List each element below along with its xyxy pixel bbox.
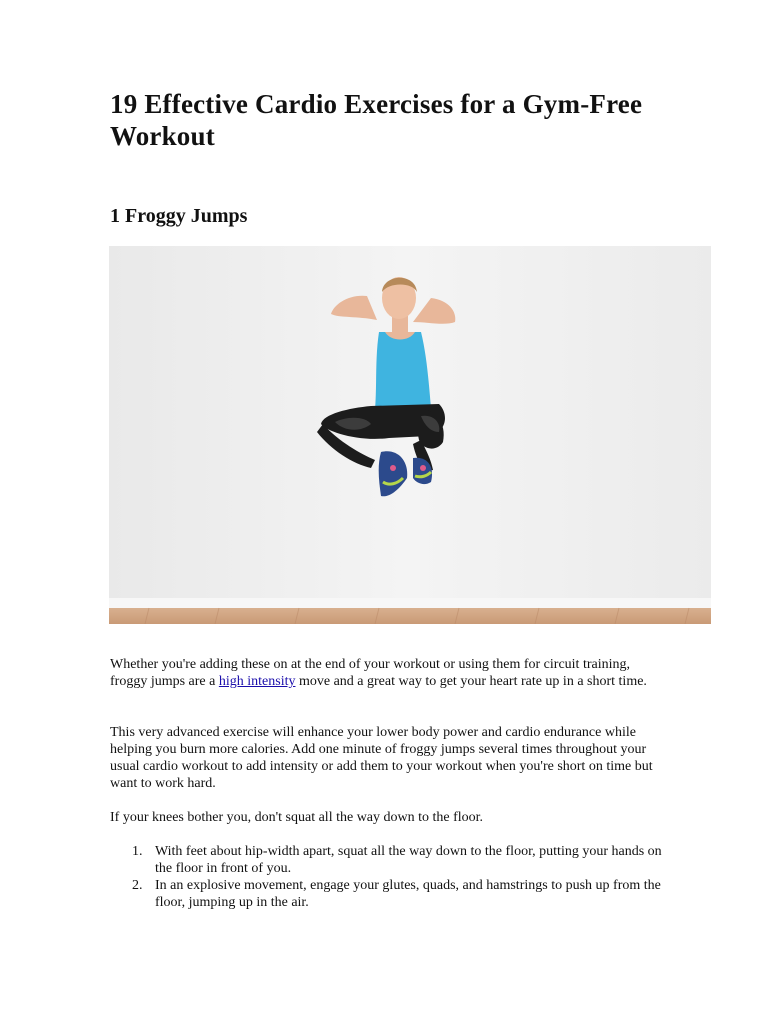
high-intensity-link[interactable]: high intensity — [218, 674, 296, 689]
step-text: In an explosive movement, engage your glutes, quads, and hamstrings to push up from the floor, jumping up in the air. — [155, 878, 661, 910]
intro-paragraph — [110, 656, 670, 690]
step-item — [110, 877, 670, 911]
section-heading-froggy-jumps: 1 Froggy Jumps — [110, 205, 248, 227]
intro-text-start: Whether you're adding these on at the end of your workout or using them for circuit training, froggy jumps are a — [110, 657, 630, 689]
benefits-paragraph: This very advanced exercise will enhance your lower body power and cardio endurance while helping you burn more calories. Add one minute of froggy jumps several times throughout your usual cardio workout to add intensity or add them to your workout when you're short on time but want to work hard. — [110, 725, 653, 791]
step-text: With feet about hip-width apart, squat all the way down to the floor, putting your hands on the floor in front of you. — [155, 844, 662, 876]
step-number: 1. — [132, 844, 143, 859]
step-number: 2. — [132, 878, 143, 893]
instruction-steps — [110, 843, 670, 911]
step-item — [110, 843, 670, 877]
article-title: 19 Effective Cardio Exercises for a Gym-Free Workout — [110, 89, 643, 151]
wood-floor — [109, 608, 711, 624]
knee-tip-paragraph: If your knees bother you, don't squat all the way down to the floor. — [110, 810, 484, 825]
froggy-jump-photo — [109, 246, 711, 624]
intro-text-end: move and a great way to get your heart rate up in a short time. — [295, 674, 647, 689]
